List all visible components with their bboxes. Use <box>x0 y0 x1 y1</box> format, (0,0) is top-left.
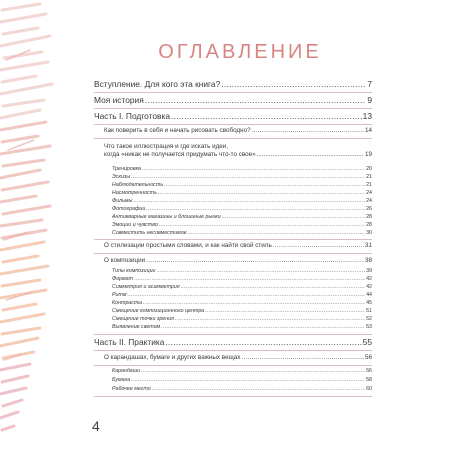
toc-entry-ideas[interactable]: Что такое иллюстрация и где искать идеи, когда «никак не получается придумать что-то свое» ..... 19 <box>104 143 372 159</box>
toc-entry-composition[interactable]: О композиции ..... 38 <box>104 257 372 264</box>
toc-entry-part2[interactable]: Часть II. Практика ..... 55 <box>94 338 372 348</box>
toc-entry-intro[interactable]: Вступление. Для кого эта книга? ..... 7 <box>94 80 372 90</box>
toc-heading: ОГЛАВЛЕНИЕ <box>158 41 322 63</box>
divider <box>94 108 372 109</box>
toc-entry-story[interactable]: Моя история ..... 9 <box>94 96 372 106</box>
toc-subentry[interactable]: Тренировка ..... 20 <box>112 166 372 172</box>
toc-subentry[interactable]: Антикварные магазины и блошиные рынки ..... 28 <box>112 214 372 220</box>
toc-subentry[interactable]: Контрасты ..... 45 <box>112 300 372 306</box>
page-number: 4 <box>92 418 100 434</box>
toc-subentry[interactable]: Насмотренность ..... 24 <box>112 190 372 196</box>
toc-subentry[interactable]: Смещение композиционного центра ..... 51 <box>112 308 372 314</box>
toc-subentry[interactable]: Карандаши ..... 56 <box>112 368 372 374</box>
divider <box>94 365 372 366</box>
toc-subentry[interactable]: Симметрия и асимметрия ..... 42 <box>112 284 372 290</box>
toc-entry-style[interactable]: О стилизации простыми словами, и как найти свой стиль ..... 31 <box>104 242 372 249</box>
toc-subentry[interactable]: Наблюдательность ..... 21 <box>112 182 372 188</box>
toc-subentry[interactable]: Совместить несовместимое ..... 30 <box>112 230 372 236</box>
toc-subentry[interactable]: Эмоции и чувство ..... 28 <box>112 222 372 228</box>
divider <box>94 92 372 93</box>
divider <box>94 138 372 139</box>
toc-subentry[interactable]: Ритм ..... 44 <box>112 292 372 298</box>
toc-subentry[interactable]: Формат ..... 42 <box>112 276 372 282</box>
divider <box>94 239 372 240</box>
divider <box>94 334 372 335</box>
toc-entry-pencils[interactable]: О карандашах, бумаге и других важных вещах ..... 56 <box>104 354 372 361</box>
divider <box>94 350 372 351</box>
crayon-strokes-decoration <box>0 0 60 450</box>
toc-entry-believe[interactable]: Как поверить в себя и начать рисовать свободно? ..... 14 <box>104 127 372 134</box>
toc-subentry[interactable]: Бумага ..... 58 <box>112 377 372 383</box>
toc-entry-part1[interactable]: Часть I. Подготовка ..... 13 <box>94 112 372 122</box>
divider <box>94 396 372 397</box>
toc-subentry[interactable]: Фильмы ..... 24 <box>112 198 372 204</box>
toc-subentry[interactable]: Рабочее место ..... 60 <box>112 386 372 392</box>
divider <box>94 253 372 254</box>
toc-subentry[interactable]: Эскизы ..... 21 <box>112 174 372 180</box>
toc-subentry[interactable]: Смещение точки зрения ..... 52 <box>112 316 372 322</box>
toc-subentry[interactable]: Фотографии ..... 26 <box>112 206 372 212</box>
toc-subentry[interactable]: Выявление светом ..... 53 <box>112 324 372 330</box>
toc-subentry[interactable]: Типы композиции ..... 39 <box>112 268 372 274</box>
divider <box>94 124 372 125</box>
